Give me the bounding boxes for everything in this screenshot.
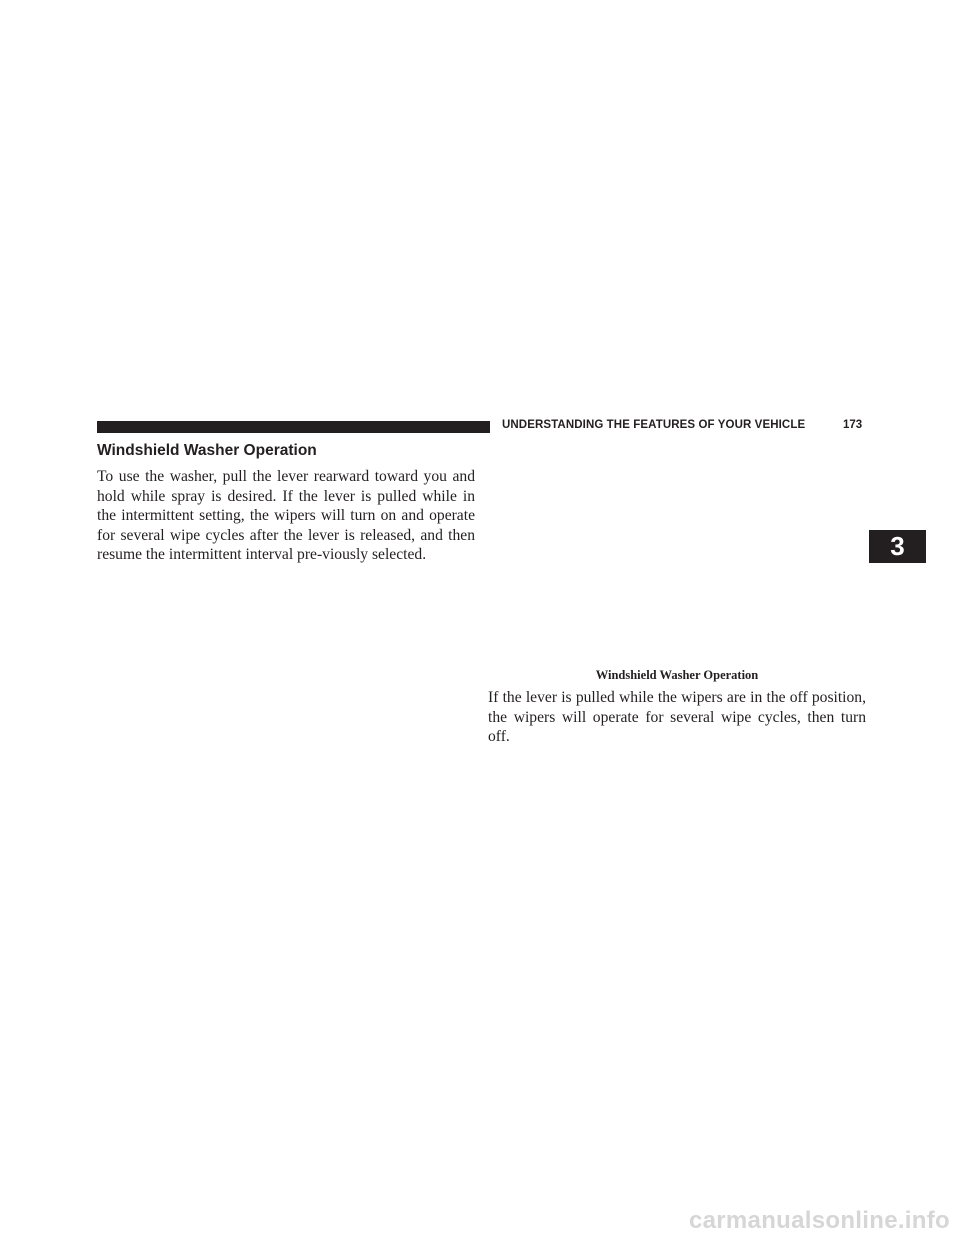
figure-caption: Windshield Washer Operation xyxy=(595,668,759,682)
body-paragraph-wipers-off: If the lever is pulled while the wipers are in the off position, the wipers will operate for several wipe cycles, then turn off. xyxy=(488,689,866,746)
figure-placeholder xyxy=(488,445,866,663)
chapter-tab: 3 xyxy=(869,530,926,563)
header-rule xyxy=(97,421,490,433)
page-number: 173 xyxy=(843,419,863,431)
watermark-text: carmanualsonline.info xyxy=(688,1207,950,1234)
body-paragraph-washer-use: To use the washer, pull the lever rearward toward you and hold while spray is desired. If the lever is pulled while in the intermittent setting, the wipers will turn on and operate for several wipe cycles after the lever is released, and then resume the intermittent interval pre-viously selected. xyxy=(97,468,475,564)
section-heading: Windshield Washer Operation xyxy=(97,442,317,459)
running-header-title: UNDERSTANDING THE FEATURES OF YOUR VEHICLE xyxy=(502,419,806,431)
